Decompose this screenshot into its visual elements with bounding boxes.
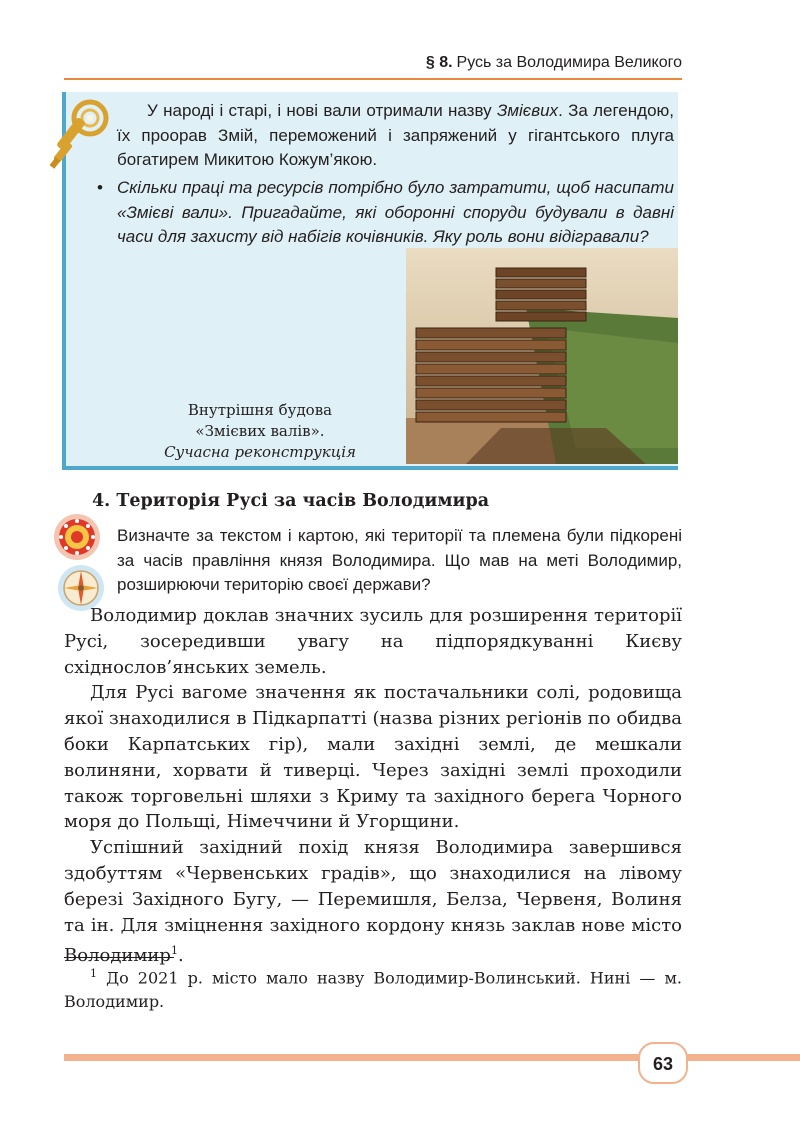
footnote-ref[interactable]: 1 — [170, 944, 178, 958]
paragraph-2: Для Русі вагоме значення як постачальники солі, родовища якої знаходилися в Підкарпатті (назва різних регіонів по обидва боки Карпатських гір), мали західні землі, де мешкали волиняни, хорвати й тиверці. Через західні землі проходили також торговельні шляхи з Криму та західного берега Чорного моря до Польщі, Німеччини й Угорщини. — [64, 682, 682, 833]
footnote-text: До 2021 р. місто мало назву Володимир-Волинський. Нині — м. Володимир. — [64, 968, 682, 1012]
bullet: • — [97, 178, 103, 197]
task-text: Визначте за текстом і картою, які території та племена були підкорені за часів правління князя Володимира. Що мав на меті Володимир, розширюючи територію своєї держави? — [117, 526, 682, 594]
term-zmiievykh: Змієвих — [496, 101, 559, 120]
paragraph-1: Володимир доклав значних зусиль для розширення території Русі, зосередивши увагу на підпорядкуванні Києву східнослов’янських земель. — [64, 605, 682, 678]
caption-line-3: Сучасна реконструкція — [164, 443, 356, 461]
key-icon — [44, 96, 116, 176]
running-header — [64, 52, 682, 80]
footnote-divider — [64, 957, 174, 958]
caption-line-1: Внутрішня будова — [187, 401, 333, 419]
paragraph-3: Успішний західний похід князя Володимира завершився здобуттям «Червенських градів», що знаходилися на лівому березі Західного Бугу, — Перемишля, Белза, Червеня, Волиня та ін. Для зміцнення західного кордону князь заклав нове місто Володимир$^1$. — [64, 837, 682, 967]
ornament-icon — [52, 512, 102, 562]
reconstruction-photo — [406, 248, 678, 464]
bottom-bar-right — [686, 1054, 800, 1061]
footnote-marker: 1 — [90, 967, 97, 980]
question-text: Скільки праці та ресурсів потрібно було затратити, щоб насипати «Змієві вали». Пригадайте, які оборонні споруди будували в давні часи для захисту від набігів кочівників. Яку роль вони відігравали? — [117, 178, 674, 246]
footnote — [64, 962, 682, 1014]
info-paragraph: У народі і старі, і нові вали отримали назву Змієвих. За легендою, їх проорав Змій, переможений і запряжений у гігантського плуга богатирем Микитою Кожум’якою. — [117, 101, 674, 169]
info-question — [97, 176, 674, 250]
caption-line-2: «Змієвих валів». — [195, 422, 325, 440]
bottom-bar-left — [64, 1054, 640, 1061]
page-number: 63 — [638, 1042, 688, 1084]
section-title: 4. Територія Русі за часів Володимира — [92, 491, 490, 511]
section-symbol: § 8. — [425, 54, 453, 71]
main-text — [64, 603, 682, 969]
chapter-title: Русь за Володимира Великого — [456, 54, 682, 71]
photo-caption — [140, 400, 380, 463]
